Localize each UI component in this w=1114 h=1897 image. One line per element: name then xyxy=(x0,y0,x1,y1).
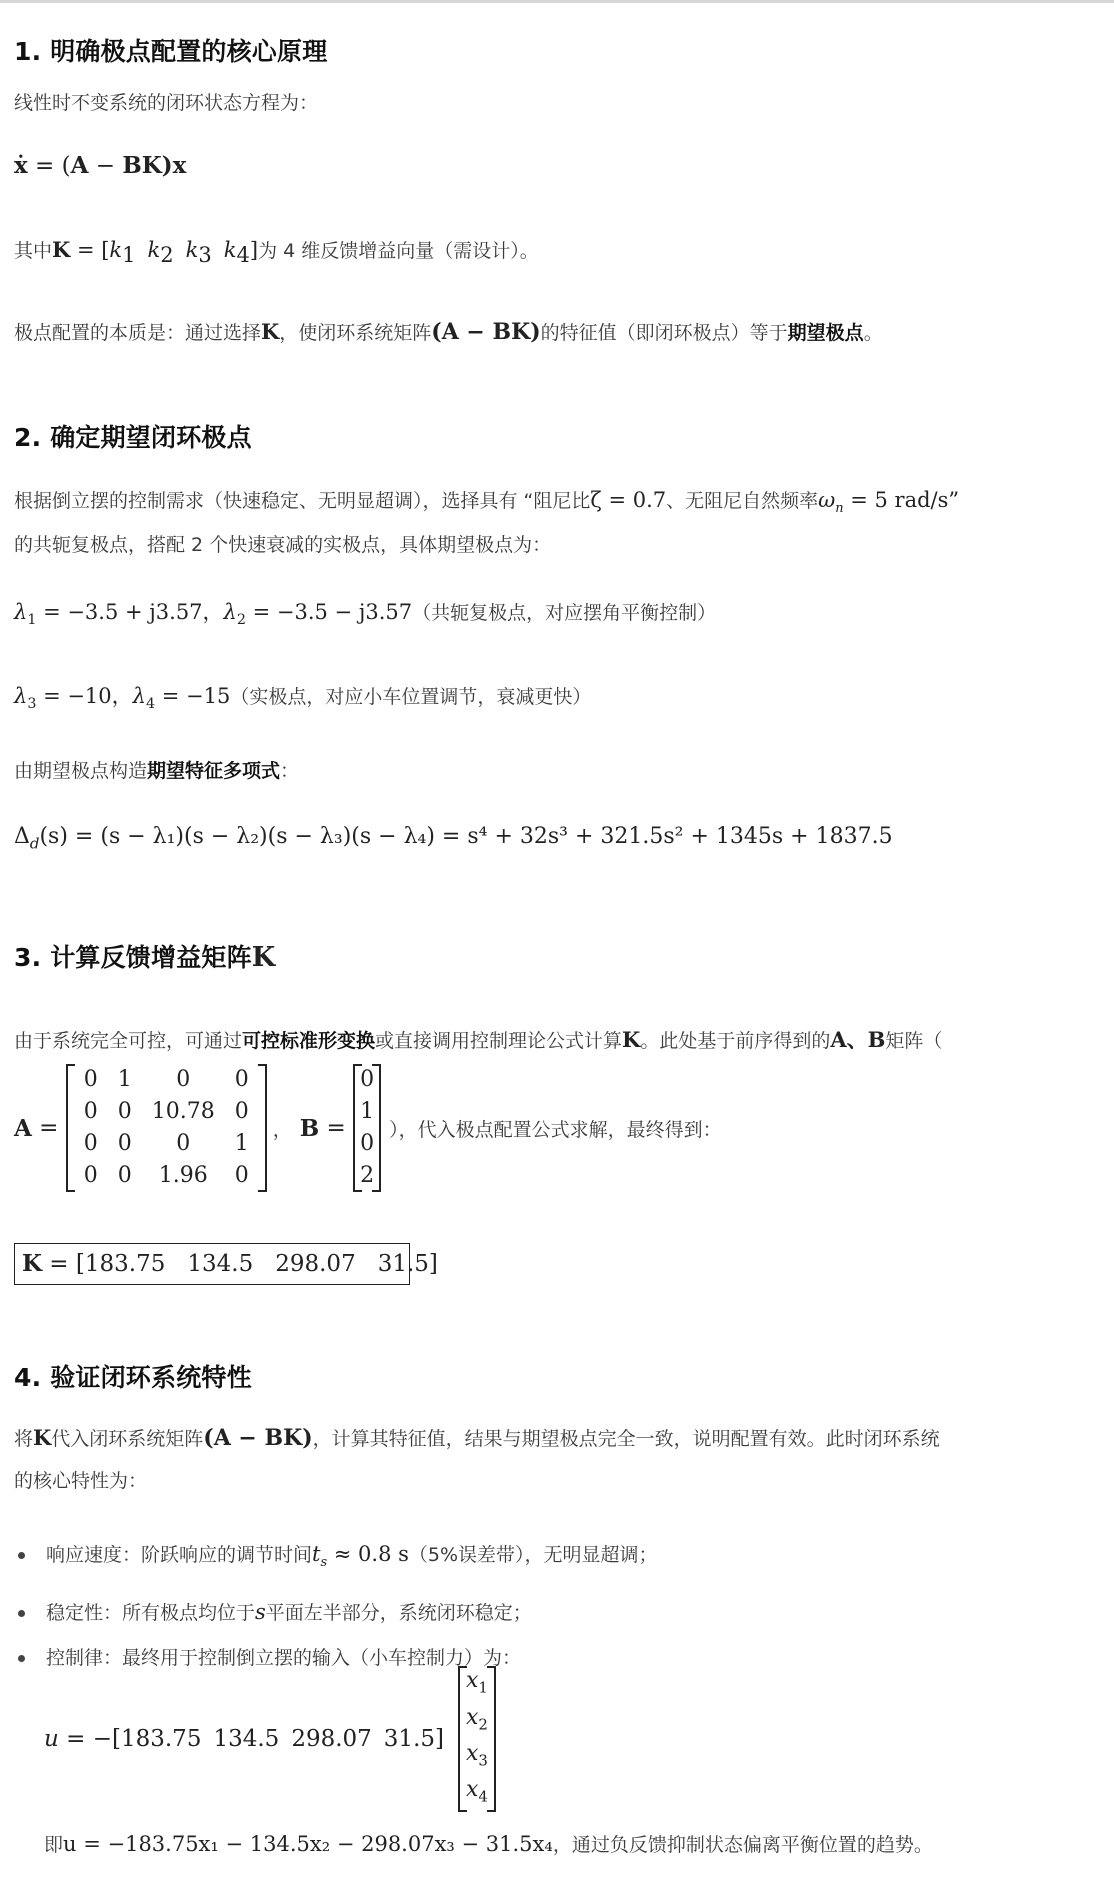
bullet-stability: 稳定性：所有极点均位于s平面左半部分，系统闭环稳定； xyxy=(46,1600,532,1624)
system-matrices: A = 0 1 0 0 0 0 10.78 0 0 0 0 1 0 0 1.96 0 ， B = 0 1 0 2 ），代入极点配置公式求解，最终得到： xyxy=(14,1064,722,1192)
section-2-heading: 2. 确定期望闭环极点 xyxy=(14,423,252,452)
bullet-control-law: 控制律：最终用于控制倒立摆的输入（小车控制力）为： xyxy=(46,1647,522,1669)
poles-line-1: $\lambda_1 = -3.5 + j3.57$，$\lambda_2 = -3.5 - j3.57$（共轭复极点，对应摆角平衡控制） xyxy=(14,600,717,629)
top-border xyxy=(0,0,1114,3)
bullet-icon xyxy=(18,1552,25,1559)
section-3-heading: 3. 计算反馈增益矩阵K xyxy=(14,942,276,973)
section-4-heading: 4. 验证闭环系统特性 xyxy=(14,1363,252,1392)
result-gain-box: K = [183.75 134.5 298.07 31.5] xyxy=(14,1243,410,1285)
section-1-intro: 线性时不变系统的闭环状态方程为： xyxy=(14,92,319,114)
bullet-response-speed: 响应速度：阶跃响应的调节时间$t_s \approx 0.8$ s（5%误差带），无明显超调； xyxy=(46,1542,658,1570)
characteristic-polynomial: $\Delta_d(s) = (s - \lambda_1)(s - \lambda_2)(s - \lambda_3)(s - \lambda_4) = s^4 + 32s^3 + 321.5s^2 + 1345s + 1837.5$ xyxy=(14,824,893,853)
section-2-paragraph-line2: 的共轭复极点，搭配 2 个快速衰减的实极点，具体期望极点为： xyxy=(14,534,552,556)
matrix-B: 0 1 0 2 xyxy=(353,1064,381,1192)
polynomial-intro: 由期望极点构造期望特征多项式： xyxy=(14,760,300,782)
section-1-heading: 1. 明确极点配置的核心原理 xyxy=(14,37,328,66)
section-4-paragraph-line2: 的核心特性为： xyxy=(14,1470,148,1492)
k-definition: 其中$K = [k_1$ $k_2$ $k_3$ $k_4$]为 4 维反馈增益向量（需设计）。 xyxy=(14,237,539,267)
state-vector: $x_1$ $x_2$ $x_3$ $x_4$ xyxy=(458,1666,496,1812)
control-law-equation: u = −[ 183.75 134.5 298.07 31.5 ] $x_1$ $x_2$ $x_3$ $x_4$ xyxy=(44,1676,496,1802)
pole-placement-essence: 极点配置的本质是：通过选择K，使闭环系统矩阵(A − BK)的特征值（即闭环极点）等于期望极点。 xyxy=(14,319,883,345)
poles-line-2: $\lambda_3 = -10$，$\lambda_4 = -15$（实极点，对应小车位置调节，衰减更快） xyxy=(14,684,592,713)
section-4-paragraph-line1: 将K代入闭环系统矩阵(A − BK)，计算其特征值，结果与期望极点完全一致，说明配置有效。此时闭环系统 xyxy=(14,1425,940,1451)
bullet-icon xyxy=(18,1655,25,1662)
section-3-paragraph: 由于系统完全可控，可通过可控标准形变换或直接调用控制理论公式计算K。此处基于前序得到的A、B矩阵（ xyxy=(14,1027,943,1052)
closed-loop-equation: ẋ = (A − BK)x xyxy=(14,152,187,179)
section-2-paragraph-line1: 根据倒立摆的控制需求（快速稳定、无明显超调），选择具有 “阻尼比ζ = 0.7、无阻尼自然频率$\omega_n = 5$ rad/s” xyxy=(14,488,960,516)
final-control-law: 即u = −183.75x₁ − 134.5x₂ − 298.07x₃ − 31.5x₄，通过负反馈抑制状态偏离平衡位置的趋势。 xyxy=(44,1832,933,1856)
matrix-A: 0 1 0 0 0 0 10.78 0 0 0 0 1 0 0 1.96 0 xyxy=(66,1064,267,1192)
bullet-icon xyxy=(18,1610,25,1617)
